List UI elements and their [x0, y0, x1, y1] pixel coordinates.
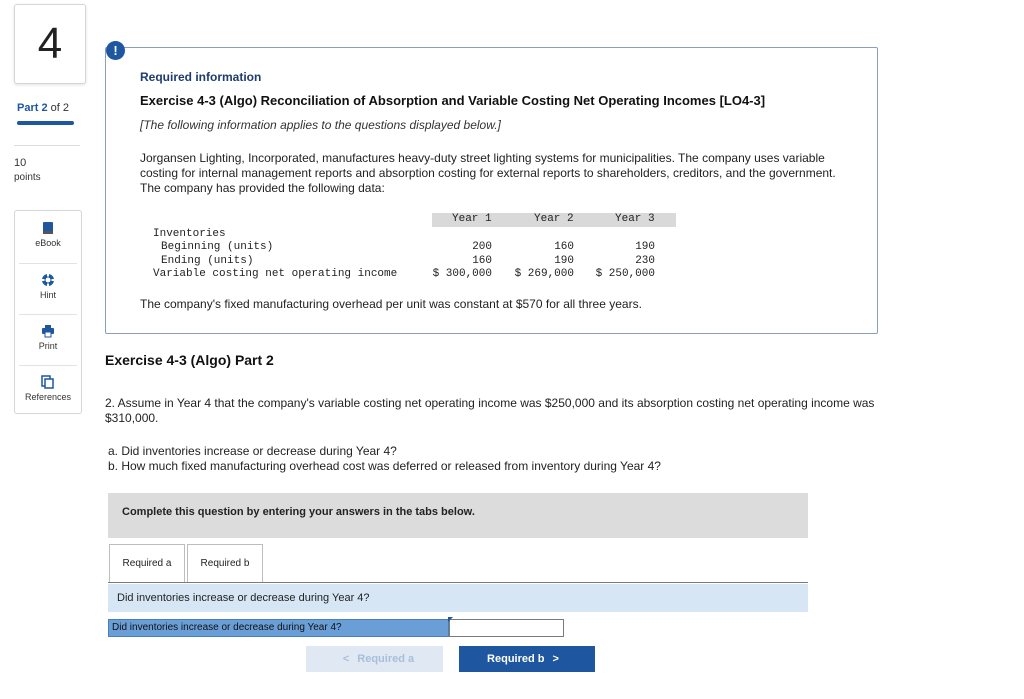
ending-year3: 230: [635, 255, 655, 267]
applies-note: [The following information applies to the questions displayed below.]: [140, 118, 501, 132]
chevron-right-icon: >: [552, 653, 559, 665]
part2-title: Exercise 4-3 (Algo) Part 2: [105, 352, 274, 368]
part2-question-b: b. How much fixed manufacturing overhead cost was deferred or released from inventory during Year 4?: [108, 459, 661, 473]
part2-question-a: a. Did inventories increase or decrease during Year 4?: [108, 444, 397, 458]
part-progress-bar: [17, 121, 74, 125]
instructions-banner: [108, 493, 808, 538]
tab-required-a[interactable]: Required a: [109, 544, 185, 582]
hint-icon: [41, 273, 55, 287]
print-icon: [41, 324, 55, 338]
ending-year2: 190: [554, 255, 574, 267]
instructions-text: Complete this question by entering your answers in the tabs below.: [122, 506, 475, 518]
hint-button[interactable]: [15, 273, 81, 300]
tab-question-row: [108, 584, 808, 612]
print-label: Print: [38, 341, 58, 351]
ending-year1: 160: [472, 255, 492, 267]
ebook-icon: [41, 221, 55, 235]
answer-label-cell: [108, 619, 449, 637]
year-header-3: Year 3: [615, 213, 655, 225]
chevron-left-icon: <: [342, 653, 350, 665]
tab-underline: [108, 582, 808, 583]
question-number: 4: [14, 4, 86, 84]
year-header-2: Year 2: [534, 213, 574, 225]
next-button-label: Required b: [487, 653, 545, 665]
part-total: of 2: [50, 102, 69, 114]
prev-button-label: Required a: [357, 653, 415, 665]
tab-required-b[interactable]: Required b: [187, 544, 263, 582]
input-flag-icon: [448, 617, 453, 622]
references-icon: [41, 375, 55, 389]
part-indicator: [17, 102, 69, 114]
beginning-year2: 160: [554, 241, 574, 253]
vcni-year2: $ 269,000: [514, 268, 574, 280]
alert-icon: !: [106, 41, 125, 60]
points-label: points: [14, 172, 41, 183]
ebook-label: eBook: [35, 238, 61, 248]
fixed-overhead-note: The company's fixed manufacturing overhead per unit was constant at $570 for all three years.: [140, 297, 642, 311]
references-label: References: [24, 392, 72, 402]
vcni-label: Variable costing net operating income: [153, 268, 398, 280]
vcni-year1: $ 300,000: [432, 268, 492, 280]
beginning-year3: 190: [635, 241, 655, 253]
tools-panel: [14, 210, 82, 414]
answer-input[interactable]: [449, 619, 564, 637]
divider: [19, 314, 77, 315]
beginning-label: Beginning (units): [161, 241, 274, 253]
print-button[interactable]: [15, 324, 81, 351]
divider: [19, 365, 77, 366]
beginning-year1: 200: [472, 241, 492, 253]
prev-required-button[interactable]: [306, 646, 443, 672]
ending-label: Ending (units): [161, 255, 254, 267]
ebook-button[interactable]: [15, 221, 81, 248]
part-current: Part 2: [17, 102, 48, 114]
answer-label: Did inventories increase or decrease during Year 4?: [112, 622, 342, 633]
required-info-heading: Required information: [140, 70, 262, 84]
hint-label: Hint: [39, 290, 56, 300]
points-value: 10: [14, 157, 27, 169]
references-button[interactable]: [15, 375, 81, 402]
inventories-label: Inventories: [153, 228, 226, 240]
next-required-button[interactable]: [459, 646, 595, 672]
vcni-year3: $ 250,000: [595, 268, 655, 280]
problem-paragraph: Jorgansen Lighting, Incorporated, manufactures heavy-duty street lighting systems for municipalities. The company uses variable costing for internal management reports and absorption costing for external reports to shareholders, creditors, and the government. The company has provided the following data:: [140, 151, 836, 195]
divider: [19, 263, 77, 264]
tab-question-text: Did inventories increase or decrease during Year 4?: [117, 592, 370, 604]
year-header-1: Year 1: [452, 213, 492, 225]
divider: [14, 145, 80, 146]
part2-question: 2. Assume in Year 4 that the company's variable costing net operating income was $250,000 and its absorption costing net operating income was $310,000.: [105, 396, 875, 425]
exercise-title: Exercise 4-3 (Algo) Reconciliation of Absorption and Variable Costing Net Operating Incomes [LO4-3]: [140, 93, 766, 108]
